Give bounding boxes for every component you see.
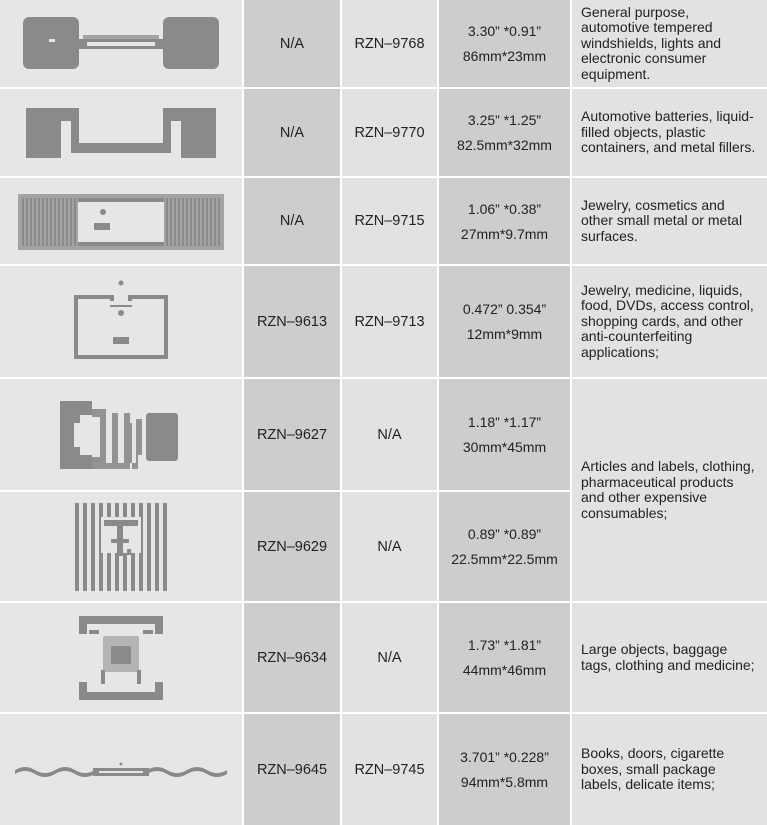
antenna-stripe	[163, 503, 167, 591]
antenna-stripe	[210, 198, 212, 246]
size-cell	[439, 714, 570, 825]
size-mm: 22.5mm*22.5mm	[451, 551, 558, 567]
antenna-stripe	[174, 198, 176, 246]
antenna-stripe	[198, 198, 200, 246]
antenna-stripe	[83, 503, 87, 591]
size-inches: 1.18” *1.17”	[467, 414, 542, 430]
antenna-stripe	[147, 503, 151, 591]
antenna-stripe	[194, 198, 196, 246]
antenna-stripe	[38, 198, 40, 246]
rfid-inlay-9634-icon	[73, 610, 169, 706]
antenna-stripe	[30, 198, 32, 246]
model-secondary: RZN–9768	[342, 0, 437, 87]
antenna-stripe	[166, 198, 168, 246]
antenna-stripe	[206, 198, 208, 246]
model-primary: RZN–9634	[244, 603, 340, 712]
model-secondary: RZN–9745	[342, 714, 437, 825]
rfid-inlay-9613-icon	[66, 277, 176, 367]
rfid-inlay-9629-icon	[71, 499, 171, 595]
antenna-stripe	[155, 503, 159, 591]
size-inches: 3.701” *0.228”	[460, 749, 549, 765]
model-primary: N/A	[244, 89, 340, 176]
size-cell	[439, 379, 570, 490]
table-row	[0, 603, 767, 712]
size-cell	[439, 492, 570, 601]
antenna-stripe	[34, 198, 36, 246]
antenna-stripe	[42, 198, 44, 246]
size-mm: 30mm*45mm	[462, 439, 547, 455]
rfid-inlay-9770-icon	[21, 103, 221, 163]
antenna-stripe	[46, 198, 48, 246]
antenna-stripe	[186, 198, 188, 246]
antenna-stripe	[182, 198, 184, 246]
size-cell	[439, 89, 570, 176]
size-mm: 94mm*5.8mm	[460, 774, 549, 790]
antenna-stripe	[22, 198, 24, 246]
antenna-stripe	[178, 198, 180, 246]
rfid-inlay-9627-icon	[56, 395, 186, 475]
model-primary: RZN–9629	[244, 492, 340, 601]
antenna-stripe	[66, 198, 68, 246]
model-primary: N/A	[244, 0, 340, 87]
antenna-stripe	[26, 198, 28, 246]
size-cell	[439, 266, 570, 377]
application-text: Jewelry, medicine, liquids, food, DVDs, access control, shopping cards, and other anti-counterfeiting applications;	[572, 266, 767, 377]
antenna-stripe	[190, 198, 192, 246]
size-cell	[439, 0, 570, 87]
antenna-stripe	[214, 198, 216, 246]
rfid-inlay-9715-icon	[16, 186, 226, 256]
table-row	[0, 178, 767, 264]
inlay-image-cell	[0, 379, 242, 490]
antenna-stripe	[170, 198, 172, 246]
table-row	[0, 714, 767, 825]
size-cell	[439, 603, 570, 712]
size-mm: 27mm*9.7mm	[460, 225, 549, 242]
inlay-image-cell	[0, 178, 242, 264]
application-text: Jewelry, cosmetics and other small metal or metal surfaces.	[572, 178, 767, 264]
model-primary: N/A	[244, 178, 340, 264]
antenna-stripe	[218, 198, 220, 246]
size-inches: 1.73” *1.81”	[467, 637, 542, 653]
model-secondary: RZN–9770	[342, 89, 437, 176]
antenna-stripe	[70, 198, 72, 246]
table-row	[0, 0, 767, 87]
model-primary: RZN–9627	[244, 379, 340, 490]
antenna-stripe	[74, 198, 76, 246]
model-secondary: RZN–9715	[342, 178, 437, 264]
size-mm: 12mm*9mm	[466, 326, 543, 342]
inlay-image-cell	[0, 0, 242, 87]
table-row	[0, 89, 767, 176]
antenna-stripe	[50, 198, 52, 246]
model-secondary: N/A	[342, 603, 437, 712]
size-mm: 44mm*46mm	[462, 662, 547, 678]
size-cell	[439, 178, 570, 264]
application-text: Automotive batteries, liquid-filled objects, plastic containers, and metal fillers.	[572, 89, 767, 176]
inlay-image-cell	[0, 89, 242, 176]
inlay-image-cell	[0, 603, 242, 712]
rfid-inlay-9645-icon	[13, 760, 229, 780]
size-inches: 3.25” *1.25”	[467, 112, 542, 128]
antenna-stripe	[91, 503, 95, 591]
size-mm: 86mm*23mm	[462, 48, 547, 64]
model-secondary: N/A	[342, 379, 437, 490]
model-secondary: N/A	[342, 492, 437, 601]
antenna-stripe	[58, 198, 60, 246]
rfid-inlay-9768-icon	[11, 9, 231, 79]
application-text: Articles and labels, clothing, pharmaceutical products and other expensive consumables;	[572, 379, 767, 601]
model-primary: RZN–9613	[244, 266, 340, 377]
antenna-stripe	[54, 198, 56, 246]
table-row	[0, 266, 767, 377]
size-inches: 1.06” *0.38”	[467, 200, 542, 217]
model-primary: RZN–9645	[244, 714, 340, 825]
model-secondary: RZN–9713	[342, 266, 437, 377]
application-text: Books, doors, cigarette boxes, small package labels, delicate items;	[572, 714, 767, 825]
antenna-stripe	[202, 198, 204, 246]
antenna-stripe	[75, 503, 79, 591]
size-inches: 0.89” *0.89”	[467, 526, 542, 542]
inlay-image-cell	[0, 266, 242, 377]
antenna-stripe	[62, 198, 64, 246]
size-inches: 3.30” *0.91”	[467, 23, 542, 39]
inlay-image-cell	[0, 714, 242, 825]
application-text: Large objects, baggage tags, clothing and medicine;	[572, 603, 767, 712]
application-text: General purpose, automotive tempered windshields, lights and electronic consumer equipment.	[572, 0, 767, 87]
inlay-image-cell	[0, 492, 242, 601]
size-mm: 82.5mm*32mm	[457, 137, 552, 153]
size-inches: 0.472” 0.354”	[462, 301, 547, 317]
